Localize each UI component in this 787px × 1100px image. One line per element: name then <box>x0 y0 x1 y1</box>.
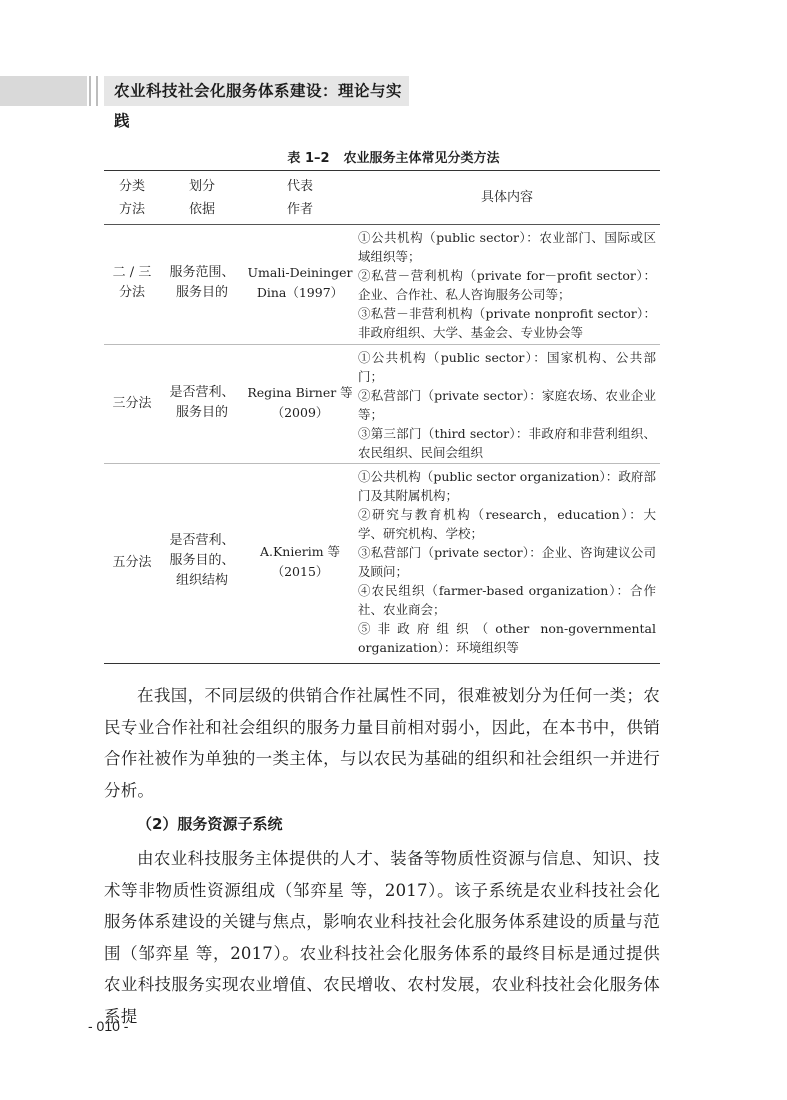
content-cell <box>358 228 656 342</box>
table-row <box>104 225 660 345</box>
header-content: 具体内容 <box>480 190 533 205</box>
header-grey-block <box>0 76 87 106</box>
cell-text: Umali-Deininger <box>247 265 353 280</box>
header-text: 划分 <box>188 179 215 194</box>
cell-text: 服务目的、 <box>169 553 235 568</box>
content-item: ③私营部门（private sector）：企业、咨询建议公司及顾问； <box>358 545 656 579</box>
content-item: ②研究与教育机构（research，education）：大学、研究机构、学校； <box>358 507 656 541</box>
running-title: 农业科技社会化服务体系建设：理论与实践 <box>104 76 409 106</box>
cell-text: 二 / 三 <box>112 265 152 280</box>
cell-text: 是否营利、 <box>169 385 235 400</box>
content-item: ④农民组织（farmer-based organization）：合作社、农业商会； <box>358 583 656 617</box>
content-item: ①公共机构（public sector）：国家机构、公共部门； <box>358 350 656 384</box>
method-cell <box>104 394 160 414</box>
header-text: 代表 <box>286 179 313 194</box>
cell-text: 服务目的 <box>175 405 228 420</box>
cell-text: Dina（1997） <box>256 285 344 300</box>
table-number: 表 1–2 <box>287 151 330 166</box>
header-method <box>104 175 160 221</box>
author-cell <box>244 263 356 303</box>
header-text: 作者 <box>286 202 313 217</box>
table-row <box>104 464 660 663</box>
author-cell <box>244 542 356 582</box>
header-text: 方法 <box>118 202 145 217</box>
running-header <box>0 76 787 130</box>
cell-text: A.Knierim 等 <box>259 544 341 559</box>
cell-text: 三分法 <box>112 396 152 411</box>
classification-table <box>104 170 660 664</box>
body-paragraph-2: 由农业科技服务主体提供的人才、装备等物质性资源与信息、知识、技术等非物质性资源组成（邹弈星 等，2017）。该子系统是农业科技社会化服务体系建设的关键与焦点，影响农业科技社会化服务体系建设的质量与范围（邹弈星 等，2017）。农业科技社会化服务体系的最终目标是通过提供农业科技服务实现农业增值、农民增收、农村发展，农业科技社会化服务体系提 <box>104 849 660 1026</box>
cell-text: 服务目的 <box>175 285 228 300</box>
content-item: ③第三部门（third sector）：非政府和非营利组织、农民组织、民间会组织 <box>358 426 656 460</box>
cell-text: （2015） <box>271 564 329 579</box>
cell-text: （2009） <box>271 405 329 420</box>
cell-text: Regina Birner 等 <box>247 385 353 400</box>
cell-text: 服务范围、 <box>169 265 235 280</box>
content-cell <box>358 467 656 657</box>
body-paragraph-1: 在我国，不同层级的供销合作社属性不同，很难被划分为任何一类；农民专业合作社和社会组织的服务力量目前相对弱小，因此，在本书中，供销合作社被作为单独的一类主体，与以农民为基础的组织和社会组织一并进行分析。 <box>104 686 660 800</box>
basis-cell <box>160 263 244 303</box>
page-number: - 010 - <box>88 1018 129 1034</box>
cell-text: 分法 <box>118 285 145 300</box>
header-text: 依据 <box>188 202 215 217</box>
header-divider <box>89 76 91 106</box>
table-row <box>104 345 660 464</box>
header-author <box>244 175 356 221</box>
content-item: ③私营－非营利机构（private nonprofit sector）：非政府组织、大学、基金会、专业协会等 <box>358 306 656 340</box>
table-caption <box>0 147 787 166</box>
content-item: ②私营部门（private sector）：家庭农场、农业企业等； <box>358 388 656 422</box>
basis-cell <box>160 383 244 423</box>
header-text: 分类 <box>118 179 145 194</box>
method-cell <box>104 263 160 303</box>
basis-cell <box>160 531 244 591</box>
table-header-row <box>104 171 660 225</box>
content-item: ⑤非政府组织（other non-governmental organization）：环境组织等 <box>358 621 656 655</box>
cell-text: 组织结构 <box>175 573 228 588</box>
content-cell <box>358 348 656 462</box>
content-item: ①公共机构（public sector）：农业部门、国际或区域组织等； <box>358 230 656 264</box>
author-cell <box>244 383 356 423</box>
cell-text: 五分法 <box>112 555 152 570</box>
header-basis <box>160 175 244 221</box>
content-item: ②私营－营利机构（private for－profit sector）：企业、合作社、私人咨询服务公司等； <box>358 268 656 302</box>
section-subheading: （2）服务资源子系统 <box>137 815 283 833</box>
method-cell <box>104 553 160 573</box>
header-divider <box>96 76 98 106</box>
content-item: ①公共机构（public sector organization）：政府部门及其附属机构； <box>358 469 656 503</box>
table-title: 农业服务主体常见分类方法 <box>343 151 500 166</box>
cell-text: 是否营利、 <box>169 533 235 548</box>
